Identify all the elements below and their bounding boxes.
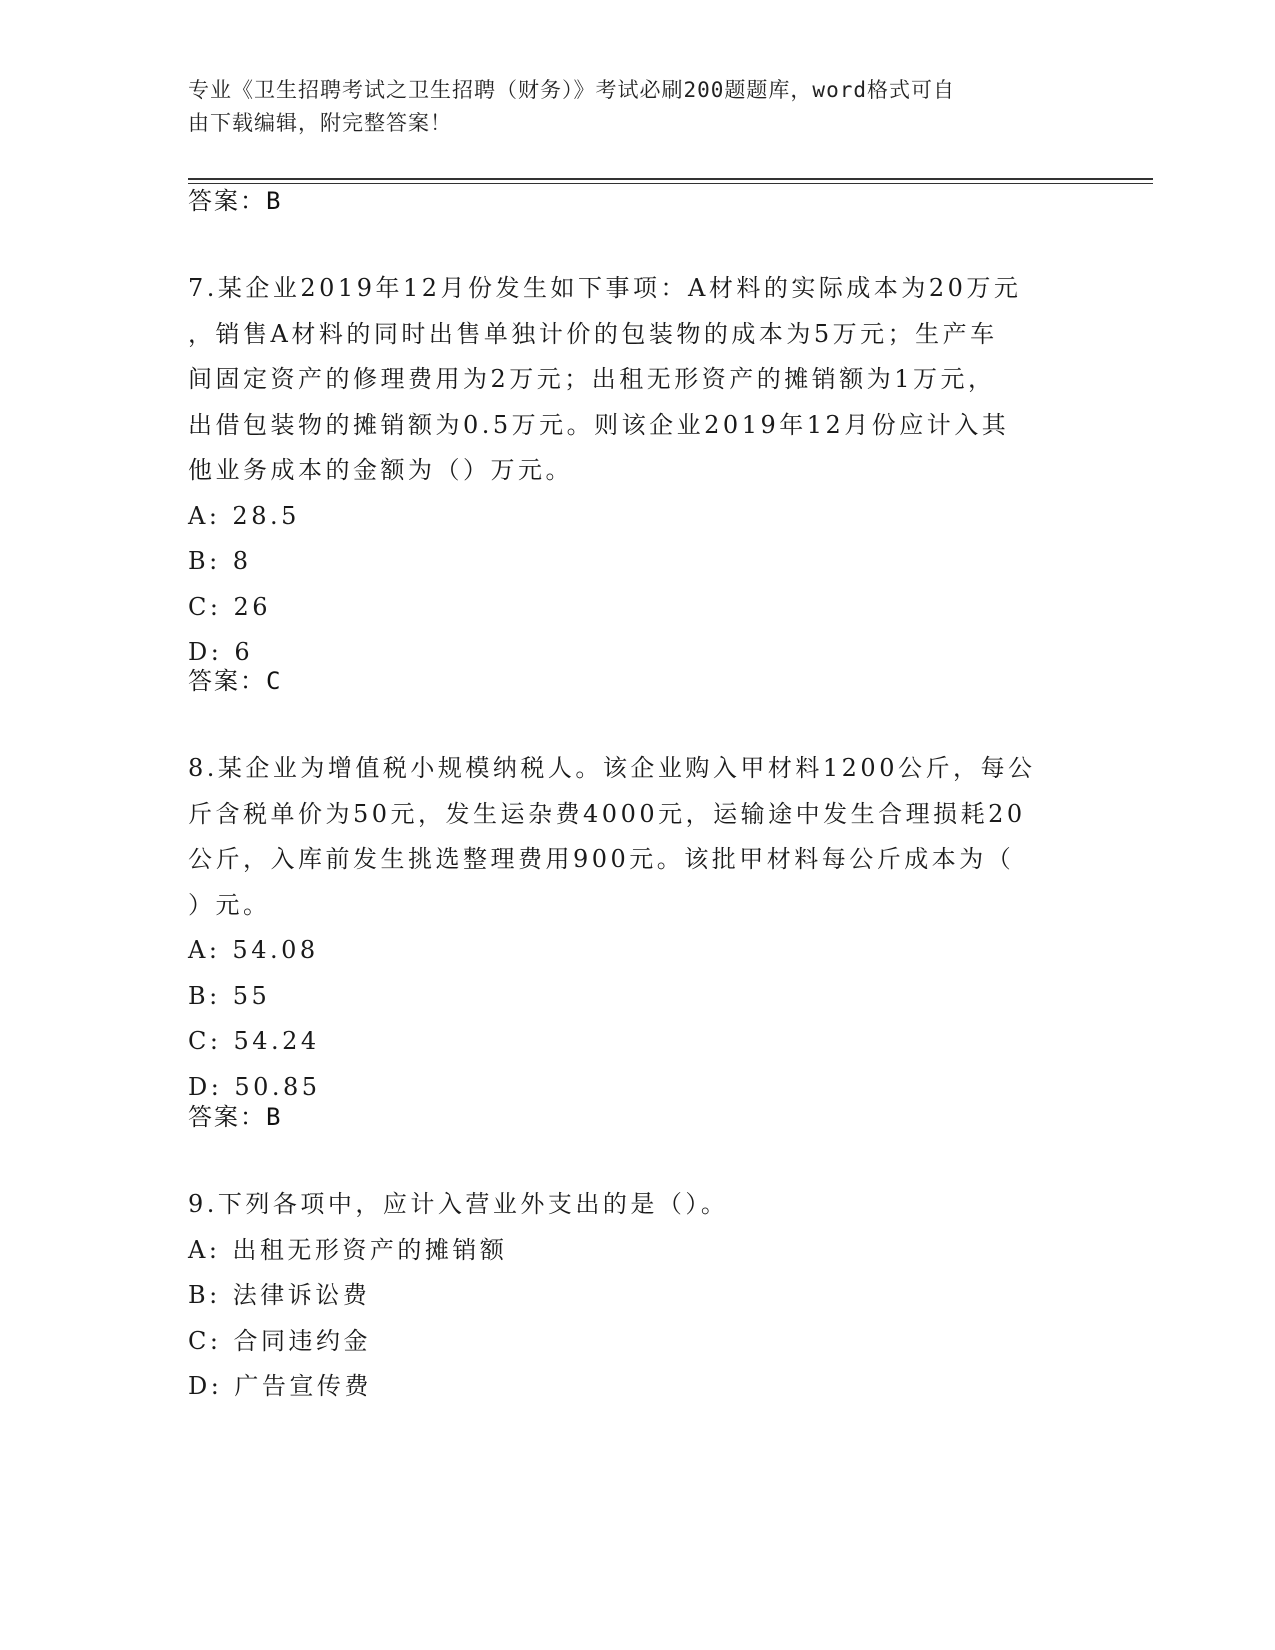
document-header [188, 74, 1068, 140]
question-line: 公斤，入库前发生挑选整理费用900元。该批甲材料每公斤成本为（ [188, 845, 1015, 873]
option-a: A: 28.5 [188, 501, 300, 530]
question-line: 他业务成本的金额为（）万元。 [188, 456, 573, 484]
option-c: C: 合同违约金 [188, 1326, 371, 1355]
option-d: D: 6 [188, 638, 254, 666]
question-line: 出借包装物的摊销额为0.5万元。则该企业2019年12月份应计入其 [188, 410, 1010, 439]
header-divider-thin [188, 183, 1153, 184]
option-a: A: 出租无形资产的摊销额 [188, 1235, 508, 1264]
option-a: A: 54.08 [188, 936, 319, 964]
question-text [188, 746, 1068, 928]
question-9 [188, 1182, 1068, 1410]
header-line-1: 专业《卫生招聘考试之卫生招聘（财务）》考试必刷200题题库，word格式可自 [188, 78, 955, 102]
question-8 [188, 746, 1068, 1110]
option-d: D: 广告宣传费 [188, 1372, 372, 1400]
question-line: 间固定资产的修理费用为2万元；出租无形资产的摊销额为1万元， [188, 365, 996, 393]
question-text [188, 1182, 1068, 1228]
answer-7 [188, 666, 281, 696]
previous-answer [188, 186, 281, 216]
question-text [188, 266, 1068, 494]
answer-value: C [266, 667, 282, 695]
question-line: 7.某企业2019年12月份发生如下事项：A材料的实际成本为20万元 [188, 274, 1022, 302]
option-b: B: 8 [188, 547, 252, 575]
question-line: 8.某企业为增值税小规模纳税人。该企业购入甲材料1200公斤，每公 [188, 754, 1036, 782]
question-line: 9.下列各项中，应计入营业外支出的是（）。 [188, 1190, 729, 1218]
answer-label: 答案： [188, 667, 266, 695]
option-b: B: 法律诉讼费 [188, 1281, 371, 1309]
answer-label: 答案： [188, 1103, 266, 1131]
option-b: B: 55 [188, 981, 271, 1010]
option-c: C: 54.24 [188, 1027, 320, 1055]
question-line: ，销售A材料的同时出售单独计价的包装物的成本为5万元；生产车 [188, 319, 998, 348]
option-c: C: 26 [188, 592, 271, 621]
question-line: ）元。 [188, 890, 271, 919]
answer-value: B [266, 187, 282, 215]
answer-value: B [266, 1103, 282, 1131]
option-d: D: 50.85 [188, 1072, 321, 1101]
answer-label: 答案： [188, 187, 266, 215]
question-line: 斤含税单价为50元，发生运杂费4000元，运输途中发生合理损耗20 [188, 799, 1026, 828]
header-divider [188, 178, 1153, 180]
answer-8 [188, 1102, 281, 1132]
header-line-2: 由下载编辑，附完整答案！ [188, 111, 452, 135]
question-7 [188, 266, 1068, 676]
